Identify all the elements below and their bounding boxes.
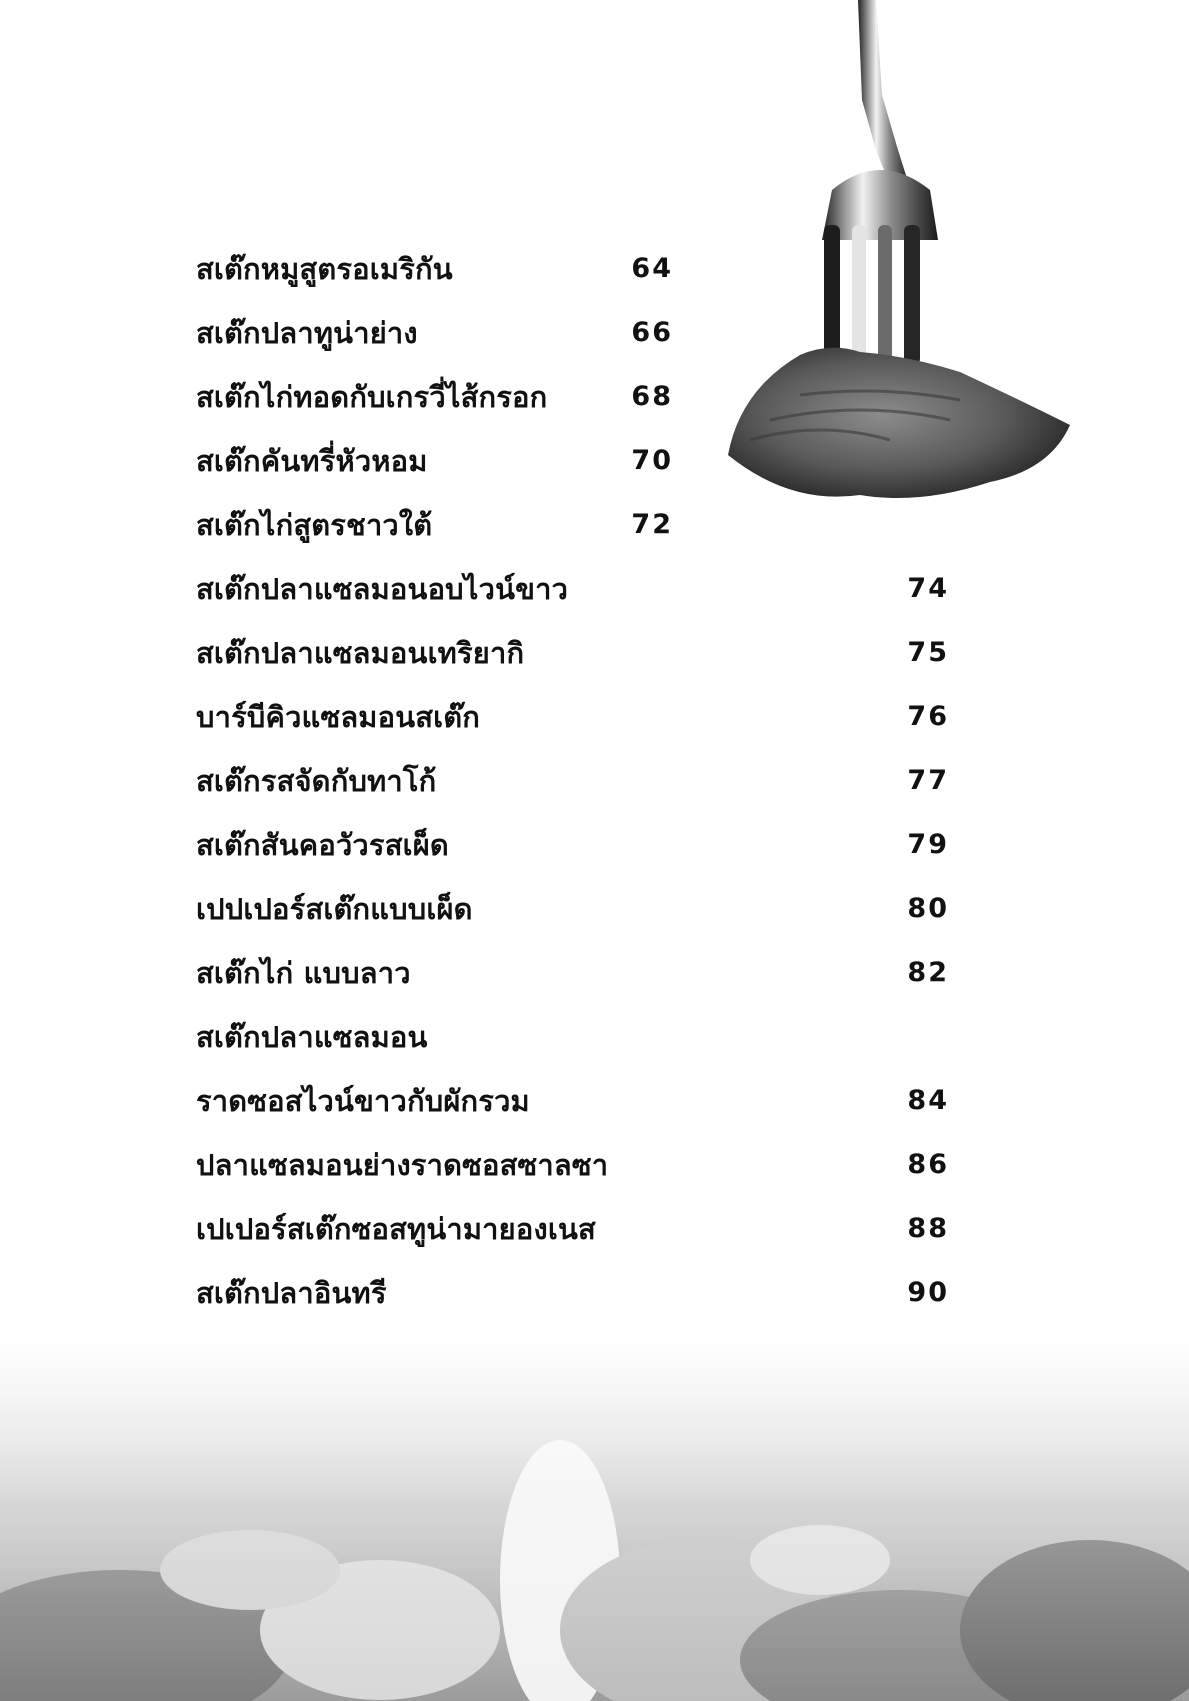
toc-entry-title: สเต๊กปลาทูน่าย่าง — [196, 316, 418, 350]
toc-entry-title: เปปเปอร์สเต๊กแบบเผ็ด — [196, 892, 473, 926]
toc-entry-page: 70 — [631, 445, 673, 476]
toc-entry-page: 90 — [907, 1277, 949, 1308]
toc-entry-page: 86 — [907, 1149, 949, 1180]
toc-entry-page: 72 — [631, 509, 673, 540]
toc-entry-page: 82 — [907, 957, 949, 988]
toc-entry-title: สเต๊กปลาแซลมอนเทริยากิ — [196, 636, 525, 670]
toc-entry-title: ราดซอสไวน์ขาวกับผักรวม — [196, 1084, 530, 1118]
toc-entry-title: สเต๊กปลาอินทรี — [196, 1276, 387, 1310]
toc-entry-title: สเต๊กสันคอวัวรสเผ็ด — [196, 828, 449, 862]
toc-entry-page: 84 — [907, 1085, 949, 1116]
toc-entry-page: 76 — [907, 701, 949, 732]
toc-entry-page: 75 — [907, 637, 949, 668]
toc-entry-title: สเต๊กปลาแซลมอนอบไวน์ขาว — [196, 572, 569, 606]
toc-entry-page: 64 — [631, 253, 673, 284]
toc-entry-title: สเต๊กปลาแซลมอน — [196, 1020, 428, 1054]
toc-entry-page: 74 — [907, 573, 949, 604]
toc-entry-page: 77 — [907, 765, 949, 796]
toc-entry-title: สเต๊กรสจัดกับทาโก้ — [196, 764, 437, 798]
toc-entry-page: 68 — [631, 381, 673, 412]
toc-entry-title: สเต๊กหมูสูตรอเมริกัน — [196, 252, 453, 286]
toc-entry-title: สเต๊กไก่สูตรชาวใต้ — [196, 508, 433, 542]
toc-entry-page: 80 — [907, 893, 949, 924]
toc-entry-page: 66 — [631, 317, 673, 348]
toc-entry-title: สเต๊กไก่ทอดกับเกรวี่ไส้กรอก — [196, 380, 548, 414]
toc-entry-title: ปลาแซลมอนย่างราดซอสซาลซา — [196, 1148, 609, 1182]
toc-entry-title: บาร์บีคิวแซลมอนสเต๊ก — [196, 700, 481, 734]
toc-entry-title: เปเปอร์สเต๊กซอสทูน่ามายองเนส — [196, 1212, 596, 1246]
toc-entry-page: 88 — [907, 1213, 949, 1244]
toc-entry-title: สเต๊กไก่ แบบลาว — [196, 956, 411, 990]
toc-entry-title: สเต๊กคันทรี่หัวหอม — [196, 444, 428, 478]
toc-entry-page: 79 — [907, 829, 949, 860]
